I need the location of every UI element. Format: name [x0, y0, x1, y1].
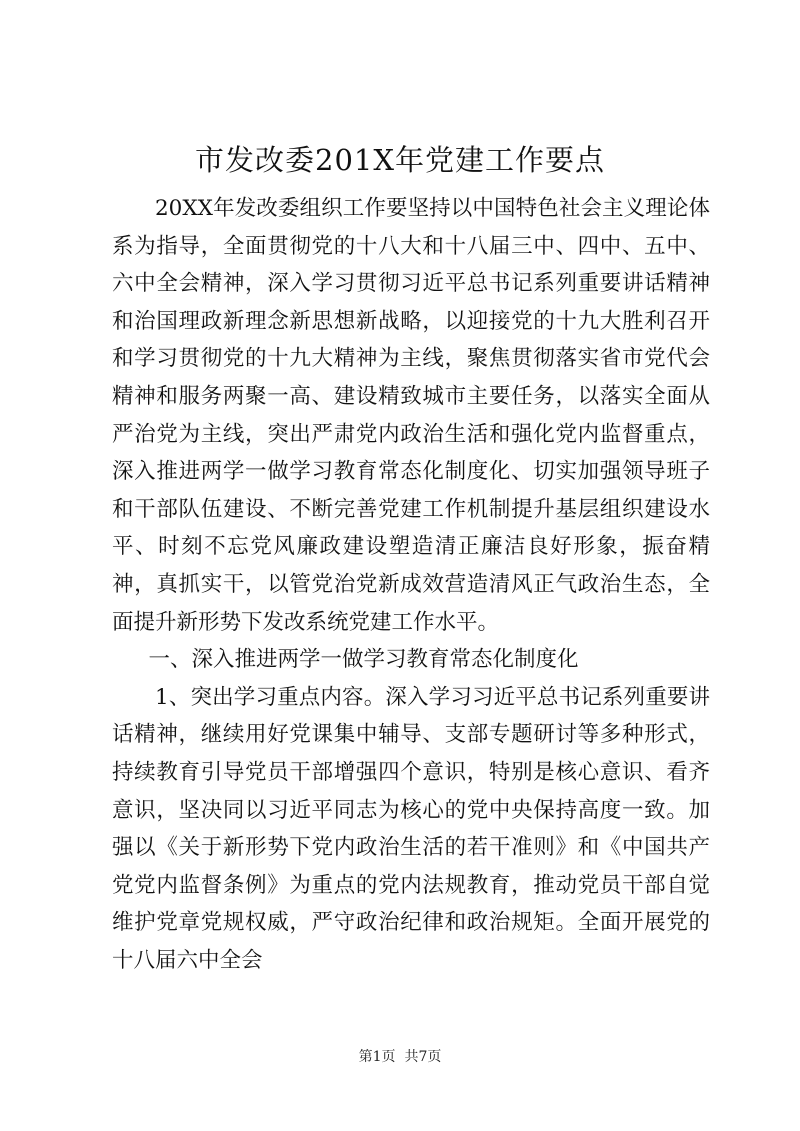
page-total: 共7页: [404, 1049, 442, 1065]
document-body: [112, 190, 710, 979]
page-footer: [0, 1047, 800, 1067]
document-title: 市发改委201X年党建工作要点: [195, 143, 605, 177]
intro-paragraph: 20XX年发改委组织工作要坚持以中国特色社会主义理论体系为指导，全面贯彻党的十八大和十八届三中、四中、五中、六中全会精神，深入学习贯彻习近平总书记系列重要讲话精神和治国理政新理念新思想新战略，以迎接党的十九大胜利召开和学习贯彻党的十九大精神为主线，聚焦贯彻落实省市党代会精神和服务两聚一高、建设精致城市主要任务，以落实全面从严治党为主线，突出严肃党内政治生活和强化党内监督重点，深入推进两学一做学习教育常态化制度化、切实加强领导班子和干部队伍建设、不断完善党建工作机制提升基层组织建设水平、时刻不忘党风廉政建设塑造清正廉洁良好形象，振奋精神，真抓实干，以管党治党新成效营造清风正气政治生态，全面提升新形势下发改系统党建工作水平。: [112, 196, 710, 635]
page-number: 第1页: [358, 1049, 396, 1065]
item-paragraph: 1、突出学习重点内容。深入学习习近平总书记系列重要讲话精神，继续用好党课集中辅导、支部专题研讨等多种形式，持续教育引导党员干部增强四个意识，特别是核心意识、看齐意识，坚决同以习近平同志为核心的党中央保持高度一致。加强以《关于新形势下党内政治生活的若干准则》和《中国共产党党内监督条例》为重点的党内法规教育，推动党员干部自觉维护党章党规权威，严守政治纪律和政治规矩。全面开展党的十八届六中全会: [112, 684, 710, 973]
section-heading: 一、深入推进两学一做学习教育常态化制度化: [148, 647, 579, 673]
